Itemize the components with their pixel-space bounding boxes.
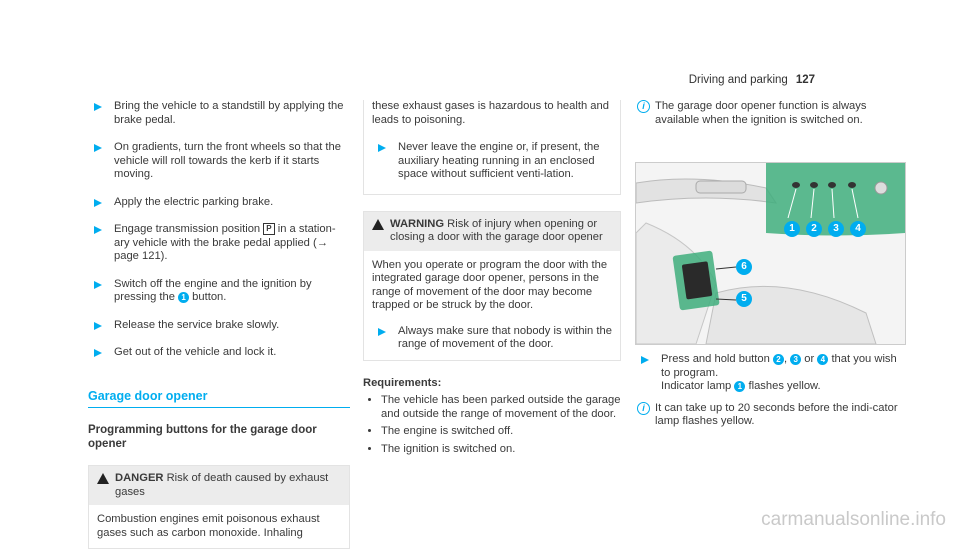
warning-triangle-icon (372, 219, 384, 230)
danger-body-cont: these exhaust gases is hazardous to health and leads to poisoning. (372, 100, 609, 126)
figure-label-3: 3 (828, 221, 844, 237)
step-arrow-icon (378, 328, 386, 336)
column-left (88, 100, 350, 549)
figure-label-2: 2 (806, 221, 822, 237)
danger-label: DANGER (115, 472, 164, 484)
subsection-title: Programming buttons for the garage door opener (88, 424, 317, 450)
number-badge: 2 (773, 354, 784, 365)
warning-body: When you operate or program the door with the integrated garage door opener, persons in the range of movement of the door may become trapped or be struck by the door. (372, 258, 608, 311)
list-item: • The engine is switched off. (381, 425, 621, 439)
list-item: • The ignition is switched on. (381, 443, 621, 457)
info-note: i The garage door opener function is always available when the ignition is switched on. (635, 100, 905, 127)
step-item: Engage transmission position P in a station-ary vehicle with the brake pedal applied (→ page 121). (88, 223, 350, 264)
step-item: Never leave the engine or, if present, the auxiliary heating running in an enclosed space without sufficient venti-lation. (372, 141, 612, 182)
figure-drawing (636, 163, 905, 344)
warning-header: WARNING Risk of injury when opening or closing a door with the garage door opener (364, 212, 620, 251)
overhead-control-panel-illustration (635, 162, 906, 345)
step-arrow-icon (94, 103, 102, 111)
figure-label-6: 6 (736, 259, 752, 275)
step-arrow-icon (94, 199, 102, 207)
step-arrow-icon (94, 349, 102, 357)
info-icon: i (637, 100, 650, 113)
info-note: i It can take up to 20 seconds before the indi-cator lamp flashes yellow. (635, 402, 905, 429)
step-arrow-icon (94, 281, 102, 289)
requirements-label: Requirements: (363, 376, 442, 389)
figure-label-1: 1 (784, 221, 800, 237)
figure-label-4: 4 (850, 221, 866, 237)
warning-box (363, 211, 621, 361)
step-arrow-icon (94, 322, 102, 330)
number-badge: 4 (817, 354, 828, 365)
list-item: • The vehicle has been parked outside the garage and outside the range of movement of the door. (381, 394, 621, 421)
step-item: Apply the electric parking brake. (88, 196, 350, 210)
step-arrow-icon (641, 356, 649, 364)
warning-triangle-icon (97, 473, 109, 484)
column-middle (363, 100, 621, 460)
step-item: Switch off the engine and the ignition by pressing the 1 button. (88, 278, 350, 305)
number-badge: 3 (790, 354, 801, 365)
section-name: Driving and parking (688, 74, 788, 86)
watermark: carmanualsonline.info (761, 509, 946, 530)
section-title: Garage door opener (88, 390, 350, 409)
danger-body: Combustion engines emit poisonous exhaust gases such as carbon monoxide. Inhaling (97, 513, 320, 539)
warning-label: WARNING (390, 217, 445, 230)
figure-label-5: 5 (736, 291, 752, 307)
step-item: On gradients, turn the front wheels so that the vehicle will roll towards the kerb if it starts moving. (88, 141, 350, 182)
step-item: Bring the vehicle to a standstill by applying the brake pedal. (88, 100, 350, 127)
number-badge: 1 (734, 381, 745, 392)
step-item: Press and hold button 2 , 3 or 4 that you wish to program. Indicator lamp 1 flashes yellow. (635, 353, 905, 394)
step-arrow-icon (94, 226, 102, 234)
gear-p-symbol: P (263, 223, 274, 235)
step-item: Always make sure that nobody is within the range of movement of the door. (372, 325, 612, 352)
program-steps (635, 353, 905, 443)
step-item: Get out of the vehicle and lock it. (88, 346, 350, 360)
requirements-list (363, 394, 621, 456)
step-item: Release the service brake slowly. (88, 319, 350, 333)
danger-box (88, 465, 350, 549)
number-badge: 1 (178, 292, 189, 303)
step-arrow-icon (94, 144, 102, 152)
danger-box-continued (363, 100, 621, 195)
step-arrow-icon (378, 144, 386, 152)
info-icon: i (637, 402, 650, 415)
page-number: 127 (795, 74, 815, 86)
danger-header: DANGER Risk of death caused by exhaust gases (89, 466, 349, 505)
column-right (635, 100, 905, 141)
page-header (689, 74, 815, 86)
